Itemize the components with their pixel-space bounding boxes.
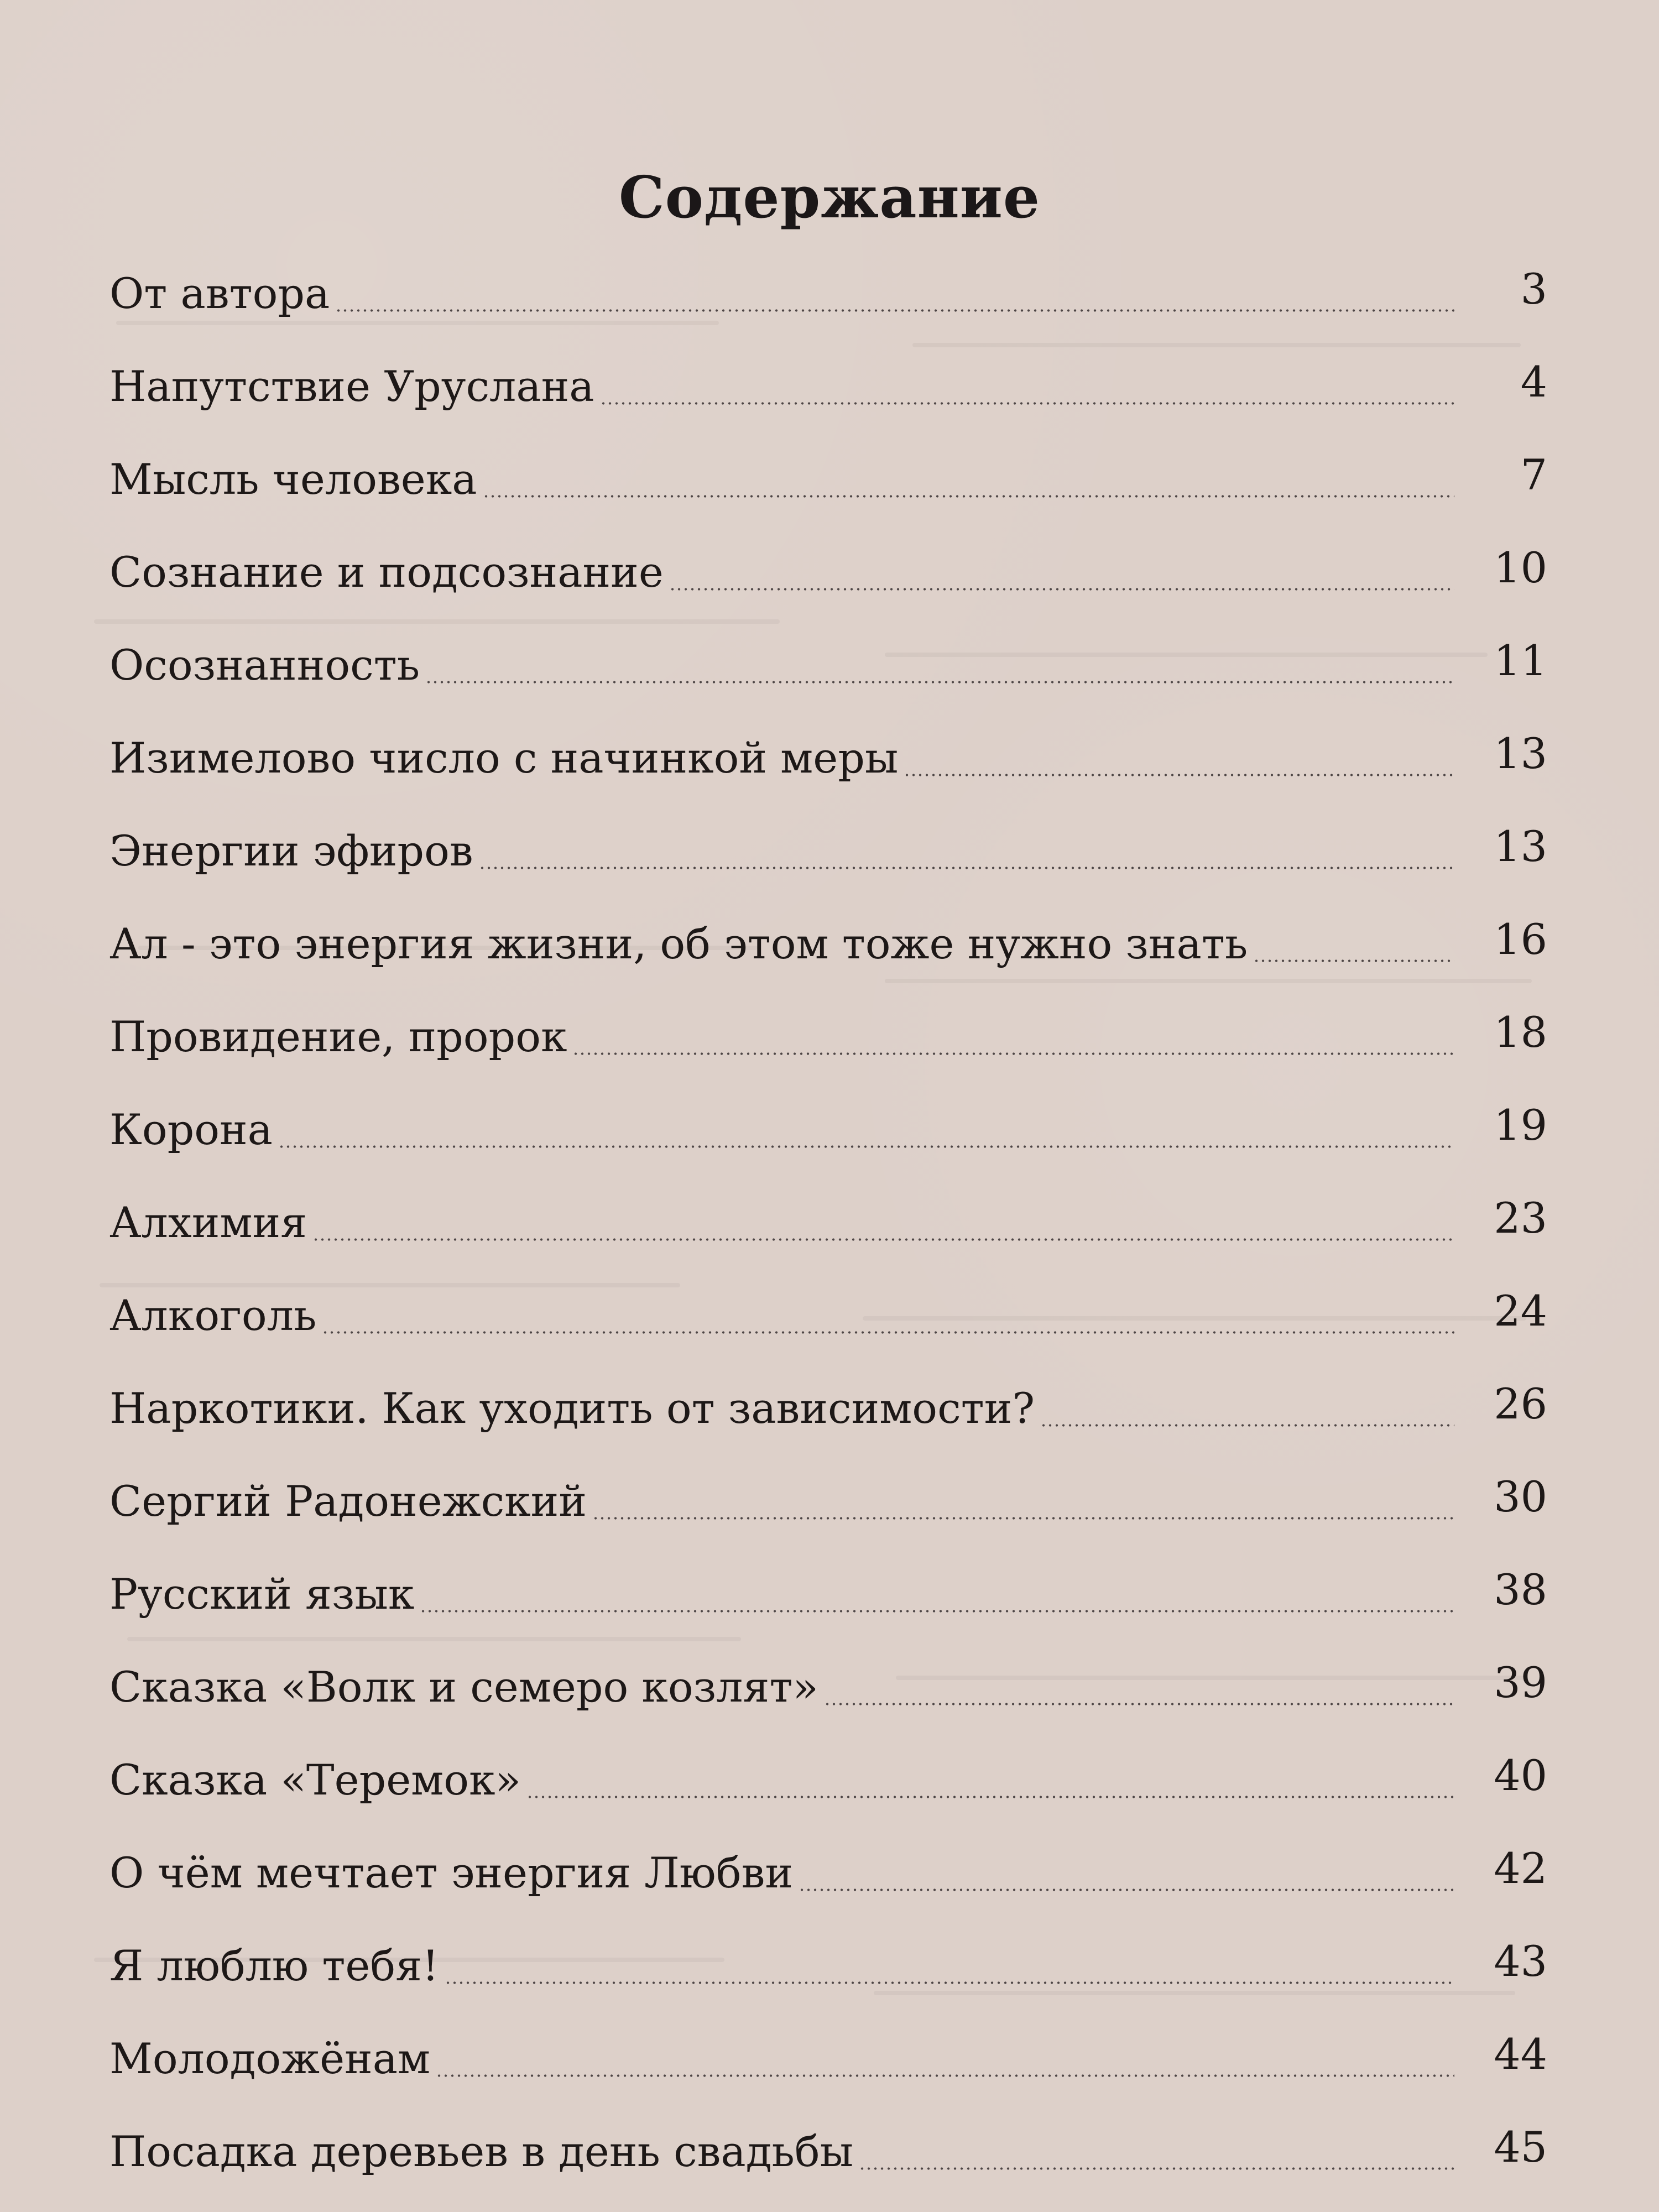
toc-entry <box>109 1935 1547 1996</box>
show-through-line <box>94 619 780 624</box>
toc-page-number: 3 <box>1520 264 1547 314</box>
leader-dots <box>312 1238 1454 1241</box>
toc-page-number: 23 <box>1494 1193 1547 1243</box>
toc-title: От автора <box>109 269 330 318</box>
leader-dots <box>479 867 1454 869</box>
toc-title: Корона <box>109 1105 273 1154</box>
toc-title: Напутствие Уруслана <box>109 362 594 411</box>
leader-dots <box>669 588 1454 591</box>
toc-title: Алхимия <box>109 1198 307 1247</box>
toc-title: Я люблю тебя! <box>109 1941 439 1990</box>
leader-dots <box>1040 1424 1454 1427</box>
toc-title: Ал - это энергия жизни, об этом тоже нужно знать <box>109 919 1248 968</box>
leader-dots <box>859 2167 1454 2170</box>
toc-entry <box>109 1656 1547 1717</box>
toc-entry <box>109 1192 1547 1253</box>
toc-title: Сказка «Волк и семеро козлят» <box>109 1662 818 1712</box>
toc-page-number: 40 <box>1494 1751 1547 1800</box>
leader-dots <box>322 1331 1454 1334</box>
toc-entry <box>109 1470 1547 1531</box>
leader-dots <box>1253 959 1454 962</box>
toc-page-number: 42 <box>1494 1844 1547 1893</box>
leader-dots <box>824 1703 1454 1705</box>
toc-entry <box>109 727 1547 788</box>
toc-title: О чём мечтает энергия Любви <box>109 1848 794 1897</box>
show-through-line <box>885 979 1532 983</box>
show-through-line <box>127 1637 741 1641</box>
toc-title: Молодожёнам <box>109 2034 431 2083</box>
toc-page-number: 24 <box>1494 1286 1547 1335</box>
toc-page-number: 19 <box>1494 1100 1547 1150</box>
toc-entry <box>109 820 1547 881</box>
leader-dots <box>799 1888 1454 1891</box>
toc-page-number: 44 <box>1494 2030 1547 2079</box>
toc-title: Посадка деревьев в день свадьбы <box>109 2127 854 2176</box>
toc-entry <box>109 1378 1547 1438</box>
toc-page-number: 16 <box>1494 915 1547 964</box>
toc-page-number: 43 <box>1494 1937 1547 1986</box>
toc-entry <box>109 541 1547 602</box>
toc-entry <box>109 1749 1547 1810</box>
leader-dots <box>425 681 1454 684</box>
toc-entry <box>109 1842 1547 1903</box>
toc-title: Энергии эфиров <box>109 826 473 875</box>
toc-entry <box>109 2028 1547 2089</box>
show-through-line <box>912 343 1521 347</box>
toc-entry <box>109 263 1547 324</box>
toc-title: Провидение, пророк <box>109 1012 567 1061</box>
toc-title: Алкоголь <box>109 1291 317 1340</box>
toc-page-number: 10 <box>1494 543 1547 592</box>
toc-page-number: 7 <box>1520 450 1547 499</box>
toc-page-number: 11 <box>1494 636 1547 685</box>
toc-title: Русский язык <box>109 1569 415 1619</box>
leader-dots <box>526 1796 1454 1798</box>
toc-page-number: 13 <box>1494 822 1547 871</box>
toc-page-number: 39 <box>1494 1658 1547 1707</box>
toc-page-number: 38 <box>1494 1565 1547 1614</box>
toc-entry <box>109 356 1547 416</box>
toc-entry <box>109 1285 1547 1345</box>
toc-page-number: 4 <box>1520 357 1547 406</box>
leader-dots <box>592 1517 1454 1520</box>
leader-dots <box>600 402 1454 405</box>
toc-title: Наркотики. Как уходить от зависимости? <box>109 1384 1035 1433</box>
toc-entry <box>109 1563 1547 1624</box>
toc-entry <box>109 1006 1547 1067</box>
toc-title: Мысль человека <box>109 455 477 504</box>
toc-entry <box>109 448 1547 509</box>
toc-title: Сознание и подсознание <box>109 547 664 597</box>
leader-dots <box>572 1052 1454 1055</box>
toc-entry <box>109 913 1547 974</box>
toc-entry <box>109 1099 1547 1160</box>
leader-dots <box>445 1981 1454 1984</box>
toc-entry <box>109 2121 1547 2182</box>
toc-page-number: 13 <box>1494 729 1547 778</box>
toc-title: Сказка «Теремок» <box>109 1755 521 1804</box>
toc-page-number: 18 <box>1494 1008 1547 1057</box>
toc-page-number: 26 <box>1494 1379 1547 1428</box>
toc-page-number: 30 <box>1494 1472 1547 1521</box>
toc-title: Сергий Радонежский <box>109 1477 587 1526</box>
toc-entry <box>109 634 1547 695</box>
leader-dots <box>335 309 1454 312</box>
leader-dots <box>904 774 1454 776</box>
leader-dots <box>483 495 1454 498</box>
toc-title: Изимелово число с начинкой меры <box>109 733 899 782</box>
toc-title: Осознанность <box>109 640 420 690</box>
leader-dots <box>420 1610 1454 1613</box>
page-title: Содержание <box>618 163 1041 231</box>
toc-page-number: 45 <box>1494 2122 1547 2172</box>
leader-dots <box>436 2074 1454 2077</box>
leader-dots <box>278 1145 1454 1148</box>
